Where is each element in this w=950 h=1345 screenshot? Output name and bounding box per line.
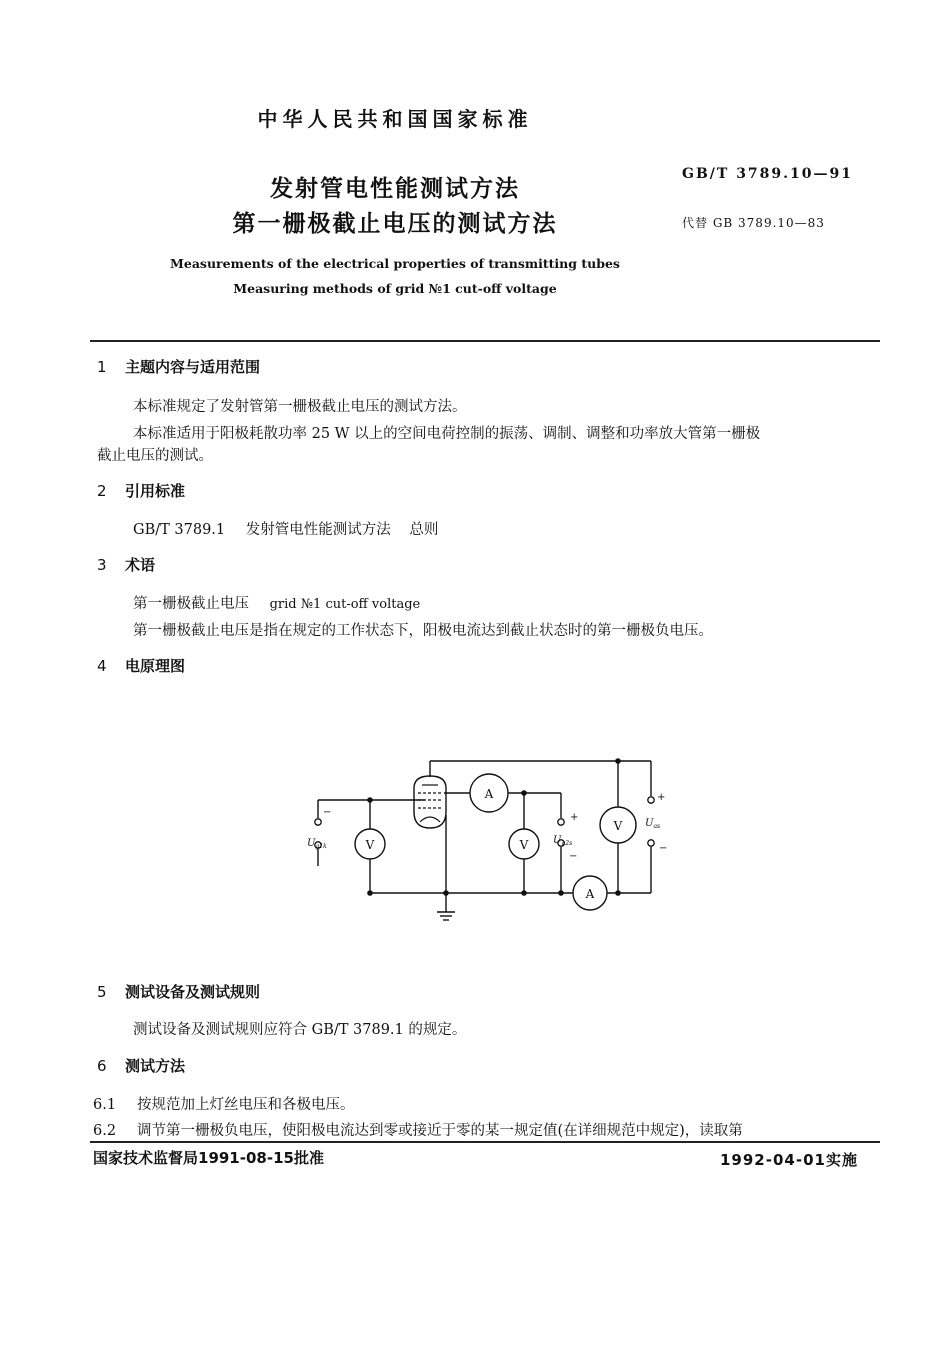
grid-minus-mark: − bbox=[323, 807, 332, 818]
section-1-heading bbox=[97, 356, 260, 377]
reference-part: 总则 bbox=[409, 522, 439, 538]
item-number: 6.1 bbox=[93, 1097, 117, 1113]
section-4-heading bbox=[97, 655, 185, 676]
ug2s-label: $U_{g2s}$ bbox=[553, 835, 573, 847]
circuit-diagram bbox=[290, 745, 710, 935]
en-title-line2: Measuring methods of grid №1 cut-off voltage bbox=[233, 281, 557, 296]
anode-plus-mark: + bbox=[657, 792, 666, 803]
effective-date: 1992-04-01实施 bbox=[720, 1151, 858, 1169]
voltmeter-grid-label: V bbox=[365, 838, 375, 852]
section-1-para-2b: 截止电压的测试。 bbox=[97, 448, 213, 464]
ammeter-anode-label: A bbox=[585, 887, 595, 901]
replaces-standard: 代替 GB 3789.10—83 bbox=[682, 216, 825, 230]
tube-electrodes bbox=[418, 785, 442, 822]
section-number: 5 bbox=[97, 983, 107, 1001]
term-definition: 第一栅极截止电压是指在规定的工作状态下，阳极电流达到截止状态时的第一栅极负电压。 bbox=[133, 623, 713, 639]
reference-code: GB/T 3789.1 bbox=[133, 522, 226, 538]
voltmeter-anode-label: V bbox=[613, 819, 623, 833]
section-title: 测试方法 bbox=[125, 1057, 186, 1075]
ug1k-label: $U_{g1k}$ bbox=[307, 838, 327, 850]
term-english: grid №1 cut-off voltage bbox=[269, 597, 421, 612]
item-6-2 bbox=[93, 1119, 743, 1140]
section-6-heading bbox=[97, 1055, 185, 1076]
section-title: 术语 bbox=[125, 556, 156, 574]
section-number: 6 bbox=[97, 1057, 107, 1075]
reference-standard bbox=[133, 518, 438, 539]
section-5-heading bbox=[97, 981, 260, 1002]
section-number: 3 bbox=[97, 556, 107, 574]
section-title: 电原理图 bbox=[125, 657, 186, 675]
section-number: 4 bbox=[97, 657, 107, 675]
section-3-heading bbox=[97, 554, 155, 575]
item-6-1 bbox=[93, 1093, 355, 1114]
title-line1: 发射管电性能测试方法 bbox=[270, 176, 520, 202]
section-1-para-1: 本标准规定了发射管第一栅极截止电压的测试方法。 bbox=[133, 399, 467, 415]
voltmeter-screen-label: V bbox=[519, 838, 529, 852]
section-number: 1 bbox=[97, 358, 107, 376]
tube-envelope bbox=[414, 776, 446, 828]
item-text: 按规范加上灯丝电压和各极电压。 bbox=[137, 1097, 355, 1113]
header-rule bbox=[90, 340, 880, 342]
item-number: 6.2 bbox=[93, 1123, 117, 1139]
ammeter-screen-label: A bbox=[484, 787, 494, 801]
standard-number: GB/T 3789.10—91 bbox=[682, 166, 853, 182]
uas-label: $U_{as}$ bbox=[645, 818, 661, 830]
section-1-para-2a: 本标准适用于阳极耗散功率 25 W 以上的空间电荷控制的振荡、调制、调整和功率放大管第一栅极 bbox=[133, 426, 761, 442]
section-title: 主题内容与适用范围 bbox=[125, 358, 261, 376]
term-entry bbox=[133, 592, 420, 613]
screen-minus-mark: − bbox=[569, 851, 578, 862]
section-2-heading bbox=[97, 480, 185, 501]
reference-title: 发射管电性能测试方法 bbox=[245, 522, 391, 538]
screen-plus-mark: + bbox=[570, 812, 579, 823]
section-title: 引用标准 bbox=[125, 482, 186, 500]
footer-rule bbox=[90, 1141, 880, 1143]
section-number: 2 bbox=[97, 482, 107, 500]
anode-minus-mark: − bbox=[659, 843, 668, 854]
section-title: 测试设备及测试规则 bbox=[125, 983, 261, 1001]
item-text: 调节第一栅极负电压，使阳极电流达到零或接近于零的某一规定值(在详细规范中规定)，读取第 bbox=[137, 1123, 743, 1139]
en-title-line1: Measurements of the electrical properties of transmitting tubes bbox=[170, 256, 620, 271]
section-5-para-1: 测试设备及测试规则应符合 GB/T 3789.1 的规定。 bbox=[133, 1022, 467, 1038]
approval-line: 国家技术监督局1991-08-15批准 bbox=[93, 1149, 324, 1167]
org-line: 中华人民共和国国家标准 bbox=[257, 107, 533, 131]
term-chinese: 第一栅极截止电压 bbox=[133, 596, 249, 612]
title-line2: 第一栅极截止电压的测试方法 bbox=[232, 211, 558, 237]
